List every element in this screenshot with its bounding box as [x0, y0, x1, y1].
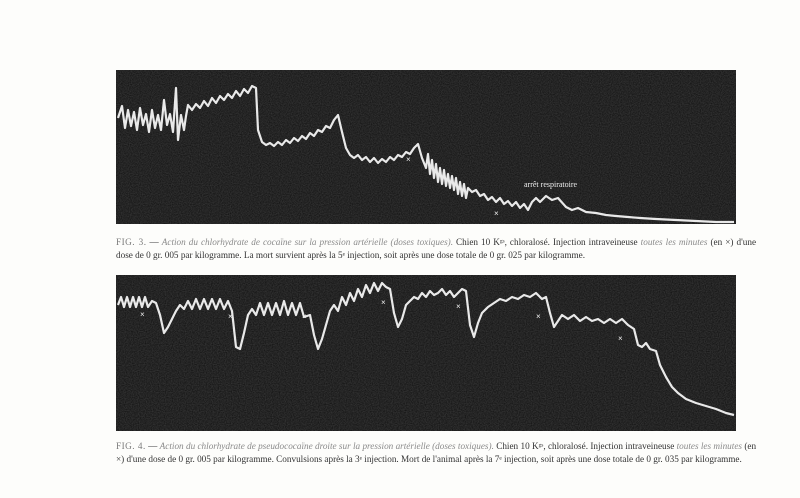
figure-3-kymograph [116, 70, 736, 224]
figure-3-label: FIG. 3. [116, 237, 147, 247]
figure-3-text-italic: toutes les minutes [640, 237, 708, 247]
figure-4-injection-mark-3: × [302, 312, 307, 321]
figure-3-annotation: arrêt respiratoire [524, 180, 578, 189]
figure-4-injection-mark-5: × [456, 302, 461, 311]
figure-3-trace-plot [116, 70, 736, 224]
figure-4-text-italic: toutes les minutes [676, 441, 742, 451]
figure-4-injection-mark-4: × [381, 298, 386, 307]
figure-4-injection-mark-1: × [140, 310, 145, 319]
figure-3-text-2: (en ×) d'une dose de 0 gr. 005 par kilogramme. La mort survient après la 5ᵉ injection, soit après une dose totale de 0 gr. 025 par kilogramme. [116, 237, 757, 260]
figure-4-kymograph [116, 275, 736, 431]
figure-3-caption: FIG. 3. — Action du chlorhydrate de cocaïne sur la pression artérielle (doses toxiques). Chien 10 Kᵍˢ, chloralosé. Injection intraveineuse toutes les minutes (en ×) d'une dose de 0 gr. 005 par kilogramme. La mort survient après la 5ᵉ injection, soit après une dose totale de 0 gr. 025 par kilogramme. [116, 237, 757, 260]
figure-4-title: Action du chlorhydrate de pseudococaïne droite sur la pression artérielle (doses toxiques). [159, 441, 494, 451]
figure-4-text-1: Chien 10 Kᵍˢ, chloralosé. Injection intraveineuse [496, 441, 675, 451]
figure-4-trace-plot [116, 275, 736, 431]
figure-4-injection-mark-2: × [228, 312, 233, 321]
figure-4-injection-mark-6: × [536, 312, 541, 321]
figure-4-caption: FIG. 4. — Action du chlorhydrate de pseudococaïne droite sur la pression artérielle (doses toxiques). Chien 10 Kᵍˢ, chloralosé. Injection intraveineuse toutes les minutes (en ×) d'une dose de 0 gr. 005 par kilogramme. Convulsions après la 3ᵉ injection. Mort de l'animal après la 7ᵉ injection, soit après une dose totale de 0 gr. 035 par kilogramme. [116, 441, 757, 464]
figure-3-text-1: Chien 10 Kᵍˢ, chloralosé. Injection intraveineuse [456, 237, 638, 247]
figure-3-title: Action du chlorhydrate de cocaïne sur la pression artérielle (doses toxiques). [161, 237, 454, 247]
figure-3-injection-mark-2: × [494, 209, 499, 218]
figure-3-injection-mark-1: × [406, 155, 411, 164]
figure-4-injection-mark-7: × [618, 334, 623, 343]
figure-4-label: FIG. 4. [116, 441, 146, 451]
figure-4-text-2: (en ×) d'une dose de 0 gr. 005 par kilogramme. Convulsions après la 3ᵉ injection. Mort de l'animal après la 7ᵉ injection, soit après une dose totale de 0 gr. 035 par kilogramme. [116, 441, 757, 464]
